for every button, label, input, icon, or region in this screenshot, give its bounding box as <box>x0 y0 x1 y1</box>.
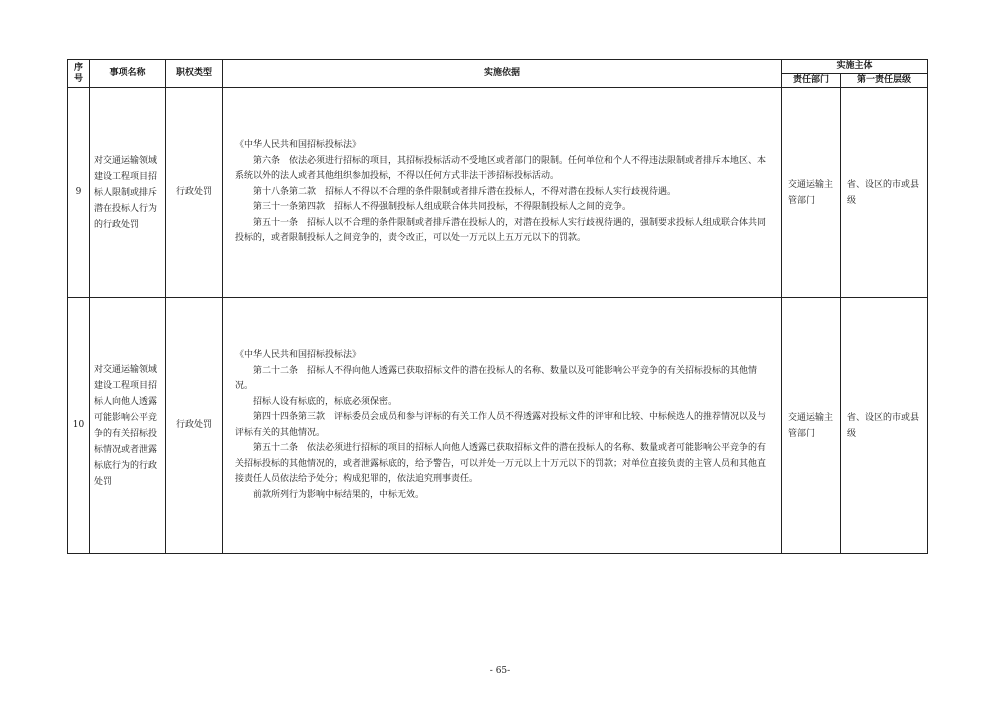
row-level: 省、设区的市或县级 <box>841 298 928 554</box>
row-name: 对交通运输领域建设工程项目招标人限制或排斥潜在投标人行为的行政处罚 <box>90 88 166 298</box>
row-type: 行政处罚 <box>166 88 223 298</box>
row-level: 省、设区的市或县级 <box>841 88 928 298</box>
row-type: 行政处罚 <box>166 298 223 554</box>
basis-paragraph: 第十八条第二款 招标人不得以不合理的条件限制或者排斥潜在投标人，不得对潜在投标人实行歧视待遇。 <box>253 186 677 197</box>
basis-paragraph: 前款所列行为影响中标结果的，中标无效。 <box>253 489 425 500</box>
law-title: 《中华人民共和国招标投标法》 <box>235 140 362 151</box>
row-basis <box>223 298 782 554</box>
basis-paragraph: 第二十二条 招标人不得向他人透露已获取招标文件的潜在投标人的名称、数量以及可能影响公平竞争的有关招标投标的其他情况。 <box>235 365 758 391</box>
row-basis <box>223 88 782 298</box>
header-level: 第一责任层级 <box>841 74 928 88</box>
authority-table <box>67 59 928 554</box>
law-title: 《中华人民共和国招标投标法》 <box>235 350 362 360</box>
header-type: 职权类型 <box>166 60 223 88</box>
basis-paragraph: 第五十二条 依法必须进行招标的项目的招标人向他人透露已获取招标文件的潜在投标人的名称、数量或者可能影响公平竞争的有关招标投标的其他情况的，或者泄露标底的，给予警告，可以并处一万元以上十万元以下的罚款；对单位直接负责的主管人员和其他直接责任人员依法给予处分；构成犯罪的，依法追究刑事责任。 <box>235 443 767 484</box>
row-name: 对交通运输领域建设工程项目招标人向他人透露可能影响公平竞争的有关招标投标情况或者泄露标底行为的行政处罚 <box>90 298 166 554</box>
header-name: 事项名称 <box>90 60 166 88</box>
header-dept: 责任部门 <box>782 74 841 88</box>
basis-paragraph: 招标人设有标底的，标底必须保密。 <box>253 396 398 407</box>
table-row <box>68 88 928 298</box>
row-dept: 交通运输主管部门 <box>782 88 841 298</box>
basis-paragraph: 第五十一条 招标人以不合理的条件限制或者排斥潜在投标人的，对潜在投标人实行歧视待遇的，强制要求投标人组成联合体共同投标的，或者限制投标人之间竞争的，责令改正，可以处一万元以上五万元以下的罚款。 <box>235 217 767 244</box>
row-dept: 交通运输主管部门 <box>782 298 841 554</box>
basis-paragraph: 第三十一条第四款 招标人不得强制投标人组成联合体共同投标，不得限制投标人之间的竞争。 <box>253 202 632 213</box>
page-number: - 65- <box>489 666 511 676</box>
header-no: 序号 <box>68 60 90 88</box>
table-row <box>68 298 928 554</box>
row-no: 9 <box>68 88 90 298</box>
row-no: 10 <box>68 298 90 554</box>
header-subject: 实施主体 <box>782 60 928 74</box>
basis-paragraph: 第六条 依法必须进行招标的项目，其招标投标活动不受地区或者部门的限制。任何单位和个人不得违法限制或者排斥本地区、本系统以外的法人或者其他组织参加投标，不得以任何方式非法干涉招标投标活动。 <box>235 155 767 182</box>
header-basis: 实施依据 <box>223 60 782 88</box>
basis-paragraph: 第四十四条第三款 评标委员会成员和参与评标的有关工作人员不得透露对投标文件的评审和比较、中标候选人的推荐情况以及与评标有关的其他情况。 <box>235 412 767 438</box>
